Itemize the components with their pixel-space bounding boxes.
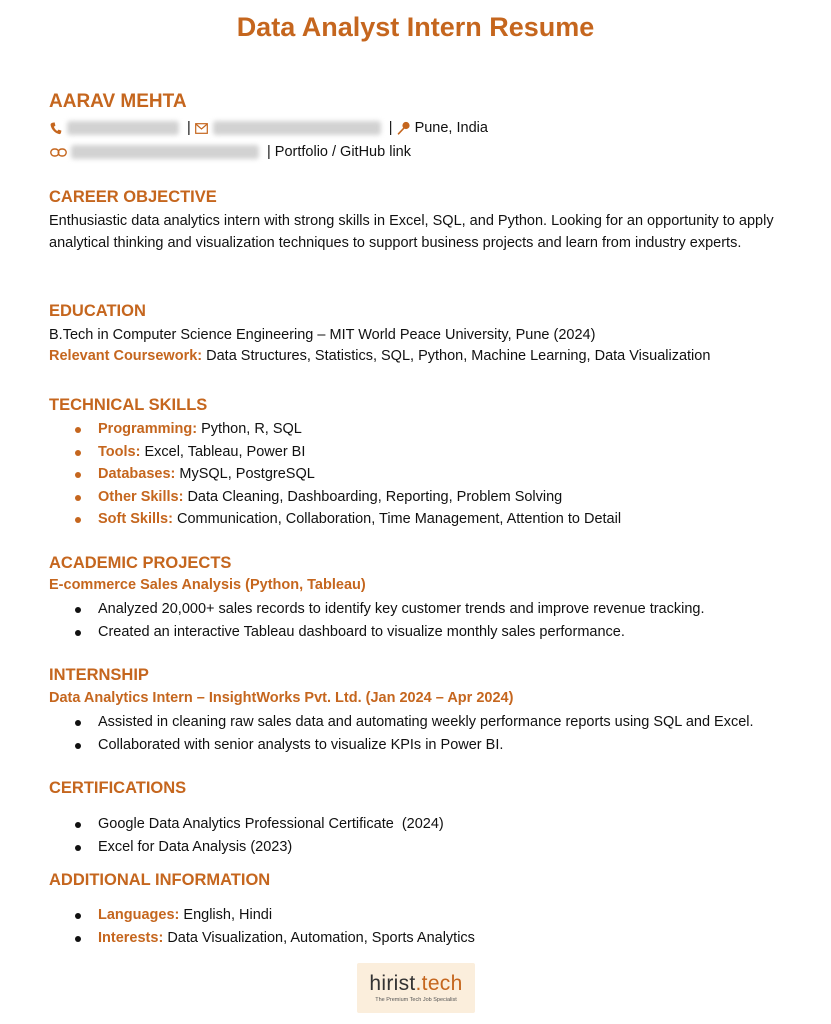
certification-bullets [0, 813, 444, 858]
skill-label: Soft Skills: [98, 511, 173, 527]
bullet-text: Google Data Analytics Professional Certificate (2024) [98, 816, 444, 832]
logo-tagline: The Premium Tech Job Specialist [375, 997, 457, 1003]
list-item [0, 621, 705, 644]
list-item [0, 927, 475, 950]
list-item [0, 486, 621, 509]
phone-icon [49, 121, 63, 135]
info-value: English, Hindi [183, 907, 273, 923]
coursework-line [49, 348, 710, 364]
contact-line-1 [49, 120, 488, 136]
additional-list [0, 904, 475, 949]
list-item [0, 734, 754, 757]
page-title: Data Analyst Intern Resume [236, 12, 595, 42]
skills-heading: TECHNICAL SKILLS [49, 396, 208, 414]
bullet [75, 822, 81, 828]
bullet [75, 720, 81, 726]
list-item [0, 836, 444, 859]
candidate-name: AARAV MEHTA [49, 91, 187, 112]
skills-list [0, 418, 621, 531]
link-icon [49, 145, 67, 159]
skill-label: Tools: [98, 443, 141, 460]
bullet [75, 450, 81, 456]
bullet [75, 607, 81, 613]
bullet-text: Created an interactive Tableau dashboard to visualize monthly sales performance. [98, 623, 625, 640]
contact-line-2 [49, 144, 411, 160]
list-item [0, 813, 444, 836]
redacted-phone [67, 121, 179, 135]
list-item [0, 508, 621, 531]
bullet [75, 845, 81, 851]
skill-value: Python, R, SQL [201, 421, 302, 437]
additional-heading: ADDITIONAL INFORMATION [49, 871, 271, 889]
internship-bullets [0, 711, 754, 756]
redacted-link [71, 145, 259, 159]
bullet [75, 427, 81, 433]
bullet [75, 743, 81, 749]
bullet [75, 630, 81, 636]
list-item [0, 441, 621, 464]
logo-brand-a: hirist [369, 972, 416, 995]
bullet-text: Analyzed 20,000+ sales records to identify key customer trends and improve revenue tracking. [98, 601, 705, 617]
bullet [75, 472, 81, 478]
project-bullets [0, 598, 705, 643]
internship-heading: INTERNSHIP [49, 666, 149, 684]
projects-heading: ACADEMIC PROJECTS [49, 554, 232, 572]
list-item [0, 904, 475, 927]
list-item [0, 463, 621, 486]
objective-text: Enthusiastic data analytics intern with strong skills in Excel, SQL, and Python. Looking for an opportunity to apply analytical thinking and visualization techniques to support business projects and learn from industry experts. [49, 213, 774, 251]
bullet-text: Collaborated with senior analysts to visualize KPIs in Power BI. [98, 736, 504, 753]
separator: | [267, 144, 271, 160]
bullet-text: Assisted in cleaning raw sales data and automating weekly performance reports using SQL and Excel. [98, 714, 754, 730]
coursework-value: Data Structures, Statistics, SQL, Python, Machine Learning, Data Visualization [206, 348, 711, 364]
skill-value: Communication, Collaboration, Time Management, Attention to Detail [176, 511, 622, 527]
skill-label: Programming: [98, 421, 198, 437]
list-item [0, 711, 754, 734]
info-label: Interests: [98, 929, 164, 946]
portfolio-link-text[interactable]: Portfolio / GitHub link [274, 144, 411, 160]
pin-icon [397, 121, 411, 135]
certifications-heading: CERTIFICATIONS [49, 779, 187, 797]
education-heading: EDUCATION [49, 302, 146, 320]
coursework-label: Relevant Coursework: [49, 348, 203, 364]
mail-icon [195, 121, 209, 135]
info-label: Languages: [98, 907, 180, 923]
logo-brand-b: .tech [415, 972, 463, 995]
internship-title: Data Analytics Intern – InsightWorks Pvt. Ltd. (Jan 2024 – Apr 2024) [49, 690, 514, 706]
redacted-email [213, 121, 381, 135]
skill-label: Other Skills: [98, 488, 184, 505]
bullet [75, 495, 81, 501]
list-item [0, 418, 621, 441]
objective-heading: CAREER OBJECTIVE [49, 188, 217, 206]
separator: | [187, 120, 191, 136]
list-item [0, 598, 705, 621]
skill-value: Data Cleaning, Dashboarding, Reporting, Problem Solving [187, 488, 563, 505]
info-value: Data Visualization, Automation, Sports Analytics [167, 929, 475, 946]
hirist-logo [357, 963, 475, 1013]
location-text: Pune, India [414, 120, 488, 136]
bullet [75, 913, 81, 919]
bullet [75, 517, 81, 523]
logo-brand [369, 973, 462, 995]
bullet-text: Excel for Data Analysis (2023) [98, 838, 293, 855]
degree-text: B.Tech in Computer Science Engineering – MIT World Peace University, Pune (2024) [49, 327, 596, 343]
skill-label: Databases: [98, 466, 176, 482]
skill-value: Excel, Tableau, Power BI [144, 443, 306, 460]
separator: | [388, 120, 393, 136]
bullet [75, 936, 81, 942]
skill-value: MySQL, PostgreSQL [179, 466, 315, 482]
project-title: E-commerce Sales Analysis (Python, Tableau) [49, 577, 366, 593]
